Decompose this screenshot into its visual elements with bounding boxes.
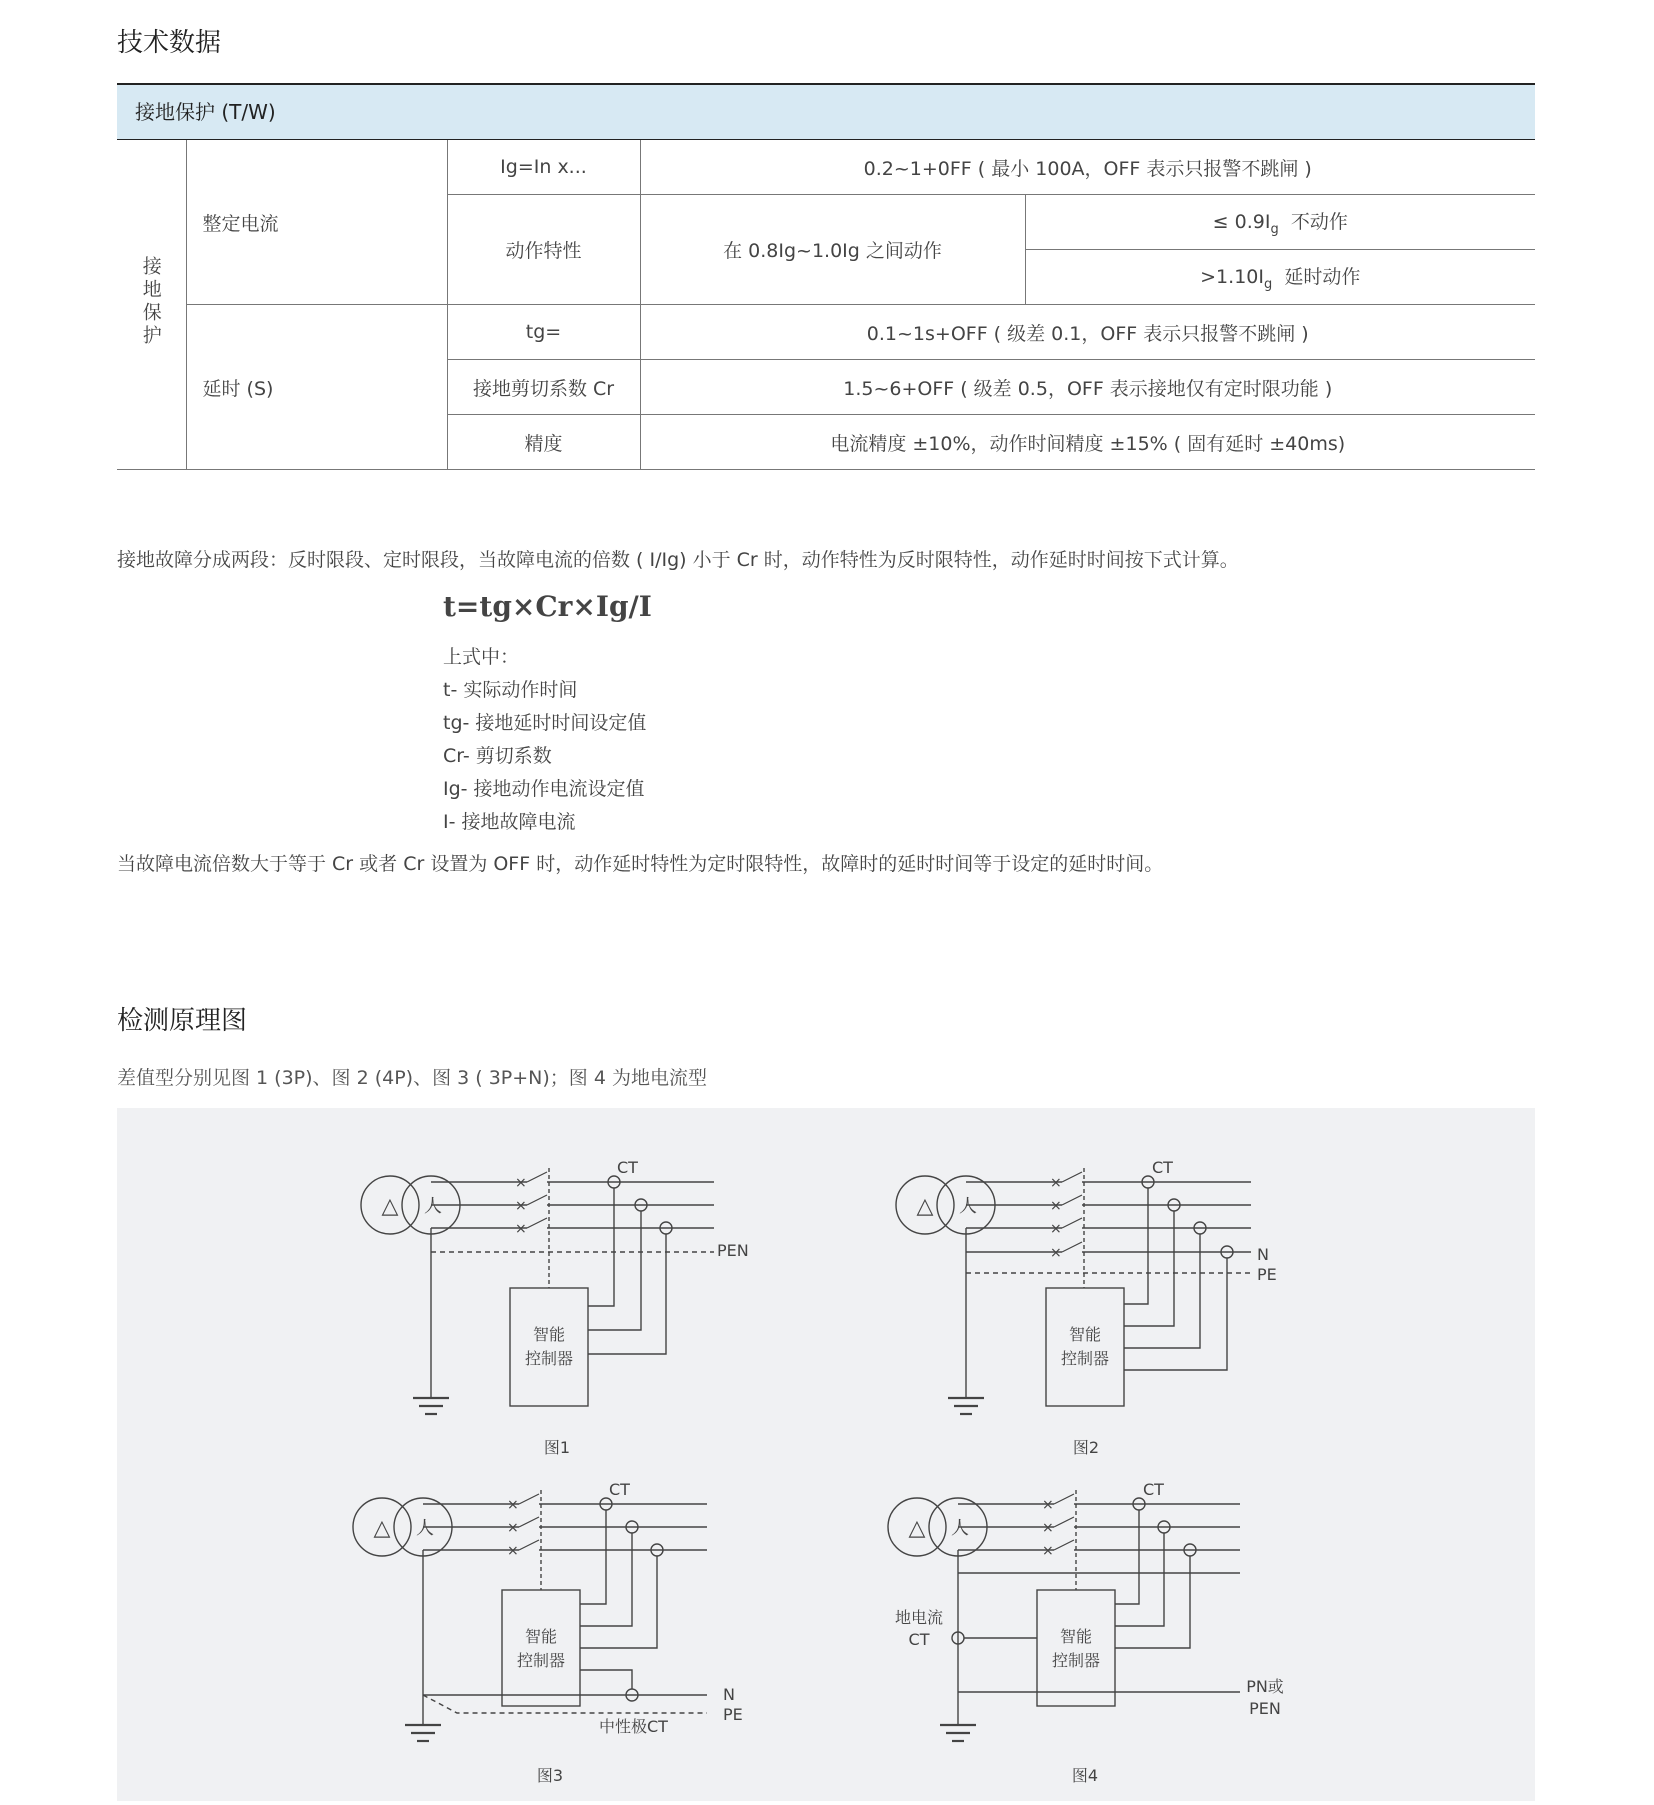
accuracy-label: 精度 — [447, 415, 640, 470]
spec-table — [117, 83, 1535, 470]
delay-action-text: 延时动作 — [1284, 266, 1361, 289]
figure-1 — [361, 1158, 749, 1457]
n-label: N — [1257, 1245, 1269, 1264]
no-action-text: 不动作 — [1290, 211, 1348, 234]
fig3-caption: 图3 — [536, 1766, 564, 1785]
fig1-caption: 图1 — [543, 1438, 571, 1457]
paragraph-2: 当故障电流倍数大于等于 Cr 或者 Cr 设置为 OFF 时，动作延时特性为定时限特性，故障时的延时时间等于设定的延时时间。 — [117, 853, 1164, 875]
pn-label-2: PEN — [1249, 1699, 1281, 1718]
pn-label-1: PN或 — [1246, 1677, 1284, 1696]
pe-label: PE — [723, 1705, 743, 1724]
svg-text:×: × — [1050, 1175, 1062, 1191]
figure-4 — [888, 1480, 1284, 1785]
ct-label: CT — [617, 1158, 638, 1177]
svg-text:×: × — [507, 1543, 519, 1559]
ground-ct-label-2: CT — [908, 1630, 930, 1649]
ct-label: CT — [1152, 1158, 1173, 1177]
where-label: 上式中： — [443, 646, 520, 668]
ct-label: CT — [1143, 1480, 1164, 1499]
delay-action-sub: g — [1263, 276, 1273, 292]
svg-text:×: × — [515, 1175, 527, 1191]
group-label: 接地保护 — [139, 256, 162, 348]
svg-text:×: × — [507, 1497, 519, 1513]
variable-list — [443, 641, 646, 839]
controller-label-2: 控制器 — [524, 1349, 574, 1368]
detection-title: 检测原理图 — [117, 1006, 248, 1036]
delta-symbol: △ — [373, 1516, 391, 1541]
paragraph-1: 接地故障分成两段：反时限段、定时限段，当故障电流的倍数 ( I/Ig) 小于 Cr 时，动作特性为反时限特性，动作延时时间按下式计算。 — [117, 549, 1239, 571]
accuracy-value: 电流精度 ±10%，动作时间精度 ±15% ( 固有延时 ±40ms) — [640, 415, 1535, 470]
svg-text:×: × — [515, 1221, 527, 1237]
figure-2 — [896, 1158, 1277, 1457]
ct-label: CT — [609, 1480, 630, 1499]
circuit-diagrams — [117, 1108, 1535, 1801]
controller-label-1: 智能 — [1059, 1627, 1093, 1646]
diagram-panel — [117, 1108, 1535, 1801]
controller-label-1: 智能 — [1068, 1325, 1102, 1344]
ig-value: 0.2~1+0FF ( 最小 100A，OFF 表示只报警不跳闸 ) — [640, 140, 1535, 195]
controller-label-2: 控制器 — [1060, 1349, 1110, 1368]
spec-table-body — [117, 140, 1535, 470]
controller-label-2: 控制器 — [1051, 1651, 1101, 1670]
wye-symbol: 人 — [424, 1196, 442, 1217]
svg-text:×: × — [1050, 1221, 1062, 1237]
figure-3 — [353, 1480, 743, 1785]
var-cr: Cr- 剪切系数 — [443, 745, 552, 767]
svg-text:×: × — [1050, 1198, 1062, 1214]
delay-action-value: >1.10I — [1200, 266, 1264, 289]
svg-text:×: × — [1050, 1245, 1062, 1261]
n-label: N — [723, 1685, 735, 1704]
controller-label-2: 控制器 — [516, 1651, 566, 1670]
svg-text:×: × — [515, 1198, 527, 1214]
pen-label: PEN — [717, 1241, 749, 1260]
svg-text:×: × — [1042, 1497, 1054, 1513]
fig2-caption: 图2 — [1072, 1438, 1100, 1457]
var-t: t- 实际动作时间 — [443, 679, 578, 701]
wye-symbol: 人 — [416, 1518, 434, 1539]
tg-value: 0.1~1s+OFF ( 级差 0.1，OFF 表示只报警不跳闸 ) — [640, 305, 1535, 360]
wye-symbol: 人 — [959, 1196, 977, 1217]
detection-description: 差值型分别见图 1 (3P)、图 2 (4P)、图 3 ( 3P+N)；图 4 为地电流型 — [117, 1067, 707, 1089]
delay-label: 延时 (S) — [186, 305, 447, 470]
action-value: 在 0.8Ig~1.0Ig 之间动作 — [640, 195, 1025, 305]
ig-label: Ig=In x... — [447, 140, 640, 195]
cr-value: 1.5~6+OFF ( 级差 0.5，OFF 表示接地仅有定时限功能 ) — [640, 360, 1535, 415]
setting-current-label: 整定电流 — [186, 140, 447, 305]
delta-symbol: △ — [381, 1194, 399, 1219]
controller-label-1: 智能 — [532, 1325, 566, 1344]
neutral-ct-label: 中性极CT — [599, 1717, 668, 1736]
controller-label-1: 智能 — [524, 1627, 558, 1646]
tech-data-title: 技术数据 — [117, 28, 222, 58]
delta-symbol: △ — [908, 1516, 926, 1541]
tg-label: tg= — [447, 305, 640, 360]
svg-text:×: × — [507, 1520, 519, 1536]
var-i: I- 接地故障电流 — [443, 811, 576, 833]
table-header: 接地保护 (T/W) — [117, 83, 1535, 140]
action-label: 动作特性 — [447, 195, 640, 305]
ground-ct-label-1: 地电流 — [894, 1608, 944, 1627]
pe-label: PE — [1257, 1265, 1277, 1284]
svg-text:×: × — [1042, 1543, 1054, 1559]
var-ig: Ig- 接地动作电流设定值 — [443, 778, 645, 800]
formula: t=tg×Cr×Ig/I — [443, 590, 652, 623]
cr-label: 接地剪切系数 Cr — [447, 360, 640, 415]
fig4-caption: 图4 — [1071, 1766, 1099, 1785]
group-label-cell — [117, 140, 186, 470]
no-action-sub: g — [1270, 221, 1279, 237]
delta-symbol: △ — [916, 1194, 934, 1219]
wye-symbol: 人 — [951, 1518, 969, 1539]
svg-text:×: × — [1042, 1520, 1054, 1536]
delay-action-cell — [1025, 250, 1535, 305]
var-tg: tg- 接地延时时间设定值 — [443, 712, 647, 734]
no-action-value: ≤ 0.9I — [1212, 211, 1271, 234]
no-action-cell — [1025, 195, 1535, 250]
